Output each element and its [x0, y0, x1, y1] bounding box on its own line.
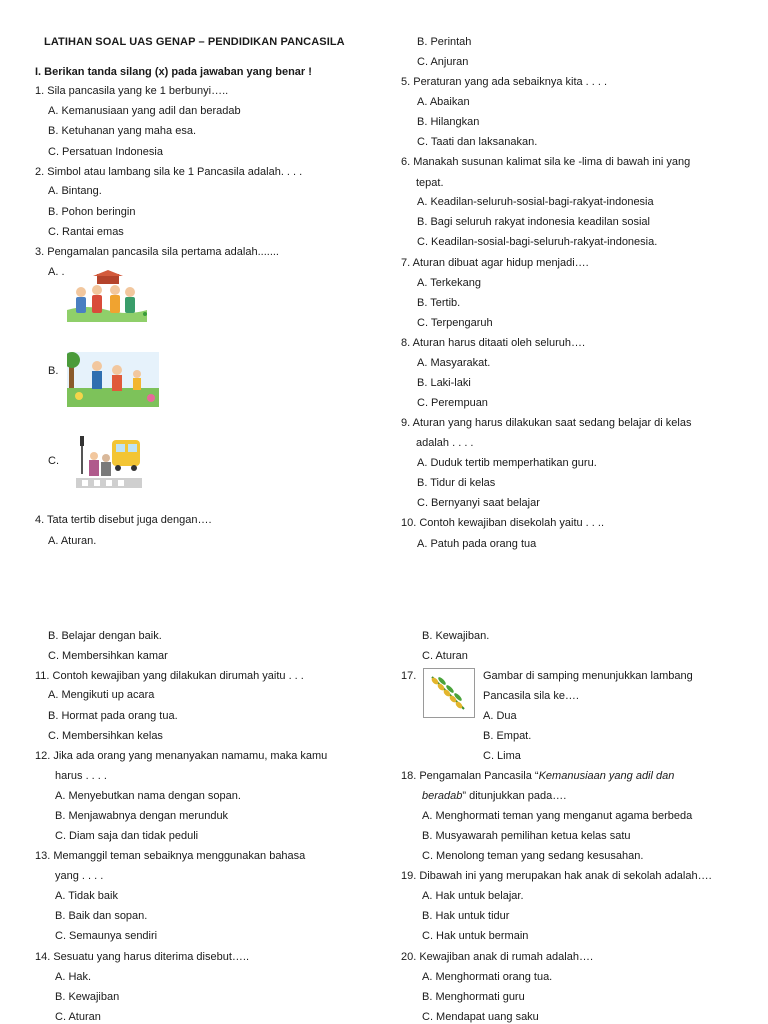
- q7-option-b: B. Tertib.: [417, 297, 461, 309]
- family-praying-illustration: [67, 270, 147, 322]
- q17-option-c: C. Lima: [483, 750, 521, 762]
- q18-italic-part1: Kemanusiaan yang adil dan: [538, 770, 675, 782]
- q20-option-b: B. Menghormati guru: [422, 991, 525, 1003]
- question-18: [401, 769, 674, 783]
- question-6: 6. Manakah susunan kalimat sila ke -lima di bawah ini yang: [401, 156, 691, 168]
- question-5: 5. Peraturan yang ada sebaiknya kita . . . .: [401, 76, 608, 88]
- q3-option-a: A. .: [48, 266, 65, 278]
- question-17-continued: Pancasila sila ke….: [483, 690, 579, 702]
- question-11: 11. Contoh kewajiban yang dilakukan dirumah yaitu . . .: [35, 670, 304, 682]
- crossing-road-illustration: [76, 434, 142, 488]
- question-13: 13. Memanggil teman sebaiknya menggunakan bahasa: [35, 850, 306, 862]
- question-2: 2. Simbol atau lambang sila ke 1 Pancasila adalah. . . .: [35, 166, 303, 178]
- people-in-garden-illustration: [67, 352, 159, 407]
- question-17-number: 17.: [401, 670, 417, 682]
- q20-option-c: C. Mendapat uang saku: [422, 1011, 539, 1023]
- question-3: 3. Pengamalan pancasila sila pertama adalah.......: [35, 246, 279, 258]
- q18-prefix: 18. Pengamalan Pancasila “: [401, 770, 539, 782]
- q1-option-b: B. Ketuhanan yang maha esa.: [48, 125, 196, 137]
- question-6-continued: tepat.: [416, 177, 444, 189]
- question-14: 14. Sesuatu yang harus diterima disebut…..: [35, 951, 250, 963]
- q12-option-a: A. Menyebutkan nama dengan sopan.: [55, 790, 241, 802]
- q10-option-b: B. Belajar dengan baik.: [48, 630, 162, 642]
- q5-option-c: C. Taati dan laksanakan.: [417, 136, 538, 148]
- question-17: Gambar di samping menunjukkan lambang: [483, 670, 693, 682]
- q9-option-b: B. Tidur di kelas: [417, 477, 496, 489]
- q8-option-a: A. Masyarakat.: [417, 357, 491, 369]
- q6-option-b: B. Bagi seluruh rakyat indonesia keadilan sosial: [417, 216, 650, 228]
- q2-option-a: A. Bintang.: [48, 185, 102, 197]
- rice-and-cotton-symbol: [423, 668, 475, 718]
- question-13-continued: yang . . . .: [55, 870, 104, 882]
- q18-italic-part2: beradab: [422, 790, 463, 802]
- q10-option-a: A. Patuh pada orang tua: [417, 538, 537, 550]
- q4-option-b: B. Perintah: [417, 36, 472, 48]
- q6-option-a: A. Keadilan-seluruh-sosial-bagi-rakyat-indonesia: [417, 196, 654, 208]
- question-1: 1. Sila pancasila yang ke 1 berbunyi…..: [35, 85, 229, 97]
- q2-option-b: B. Pohon beringin: [48, 206, 136, 218]
- q8-option-b: B. Laki-laki: [417, 377, 471, 389]
- q9-option-a: A. Duduk tertib memperhatikan guru.: [417, 457, 597, 469]
- q14-option-b: B. Kewajiban: [55, 991, 120, 1003]
- question-19: 19. Dibawah ini yang merupakan hak anak di sekolah adalah….: [401, 870, 712, 882]
- q6-option-c: C. Keadilan-sosial-bagi-seluruh-rakyat-indonesia.: [417, 236, 658, 248]
- question-9-continued: adalah . . . .: [416, 437, 474, 449]
- q10-option-c: C. Membersihkan kamar: [48, 650, 168, 662]
- q7-option-a: A. Terkekang: [417, 277, 482, 289]
- q18-suffix: ” ditunjukkan pada….: [462, 790, 567, 802]
- q19-option-a: A. Hak untuk belajar.: [422, 890, 524, 902]
- question-9: 9. Aturan yang harus dilakukan saat sedang belajar di kelas: [401, 417, 692, 429]
- q18-option-c: C. Menolong teman yang sedang kesusahan.: [422, 850, 644, 862]
- q17-option-a: A. Dua: [483, 710, 517, 722]
- q4-option-c: C. Anjuran: [417, 56, 469, 68]
- q8-option-c: C. Perempuan: [417, 397, 488, 409]
- q7-option-c: C. Terpengaruh: [417, 317, 493, 329]
- q13-option-a: A. Tidak baik: [55, 890, 118, 902]
- question-8: 8. Aturan harus ditaati oleh seluruh….: [401, 337, 586, 349]
- question-20: 20. Kewajiban anak di rumah adalah….: [401, 951, 594, 963]
- q16-option-c: C. Aturan: [422, 650, 468, 662]
- q5-option-a: A. Abaikan: [417, 96, 470, 108]
- q2-option-c: C. Rantai emas: [48, 226, 124, 238]
- q11-option-a: A. Mengikuti up acara: [48, 689, 155, 701]
- question-7: 7. Aturan dibuat agar hidup menjadi….: [401, 257, 589, 269]
- q12-option-c: C. Diam saja dan tidak peduli: [55, 830, 199, 842]
- q13-option-b: B. Baik dan sopan.: [55, 910, 148, 922]
- q1-option-a: A. Kemanusiaan yang adil dan beradab: [48, 105, 241, 117]
- q17-option-b: B. Empat.: [483, 730, 532, 742]
- question-18-continued: [422, 789, 566, 803]
- question-12-continued: harus . . . .: [55, 770, 107, 782]
- instruction: I. Berikan tanda silang (x) pada jawaban yang benar !: [35, 66, 312, 78]
- q19-option-b: B. Hak untuk tidur: [422, 910, 510, 922]
- q5-option-b: B. Hilangkan: [417, 116, 480, 128]
- question-12: 12. Jika ada orang yang menanyakan namamu, maka kamu: [35, 750, 328, 762]
- q4-option-a: A. Aturan.: [48, 535, 97, 547]
- page-title: LATIHAN SOAL UAS GENAP – PENDIDIKAN PANCASILA: [44, 36, 345, 48]
- q12-option-b: B. Menjawabnya dengan merunduk: [55, 810, 229, 822]
- q16-option-b: B. Kewajiban.: [422, 630, 490, 642]
- q13-option-c: C. Semaunya sendiri: [55, 930, 158, 942]
- q14-option-c: C. Aturan: [55, 1011, 101, 1023]
- q3-option-c: C.: [48, 455, 59, 467]
- q18-option-b: B. Musyawarah pemilihan ketua kelas satu: [422, 830, 631, 842]
- q14-option-a: A. Hak.: [55, 971, 92, 983]
- q1-option-c: C. Persatuan Indonesia: [48, 146, 163, 158]
- q9-option-c: C. Bernyanyi saat belajar: [417, 497, 540, 509]
- q18-option-a: A. Menghormati teman yang menganut agama berbeda: [422, 810, 693, 822]
- q3-option-b: B.: [48, 365, 59, 377]
- question-10: 10. Contoh kewajiban disekolah yaitu . . ..: [401, 517, 605, 529]
- q20-option-a: A. Menghormati orang tua.: [422, 971, 553, 983]
- question-4: 4. Tata tertib disebut juga dengan….: [35, 514, 212, 526]
- q11-option-c: C. Membersihkan kelas: [48, 730, 163, 742]
- q19-option-c: C. Hak untuk bermain: [422, 930, 529, 942]
- q11-option-b: B. Hormat pada orang tua.: [48, 710, 178, 722]
